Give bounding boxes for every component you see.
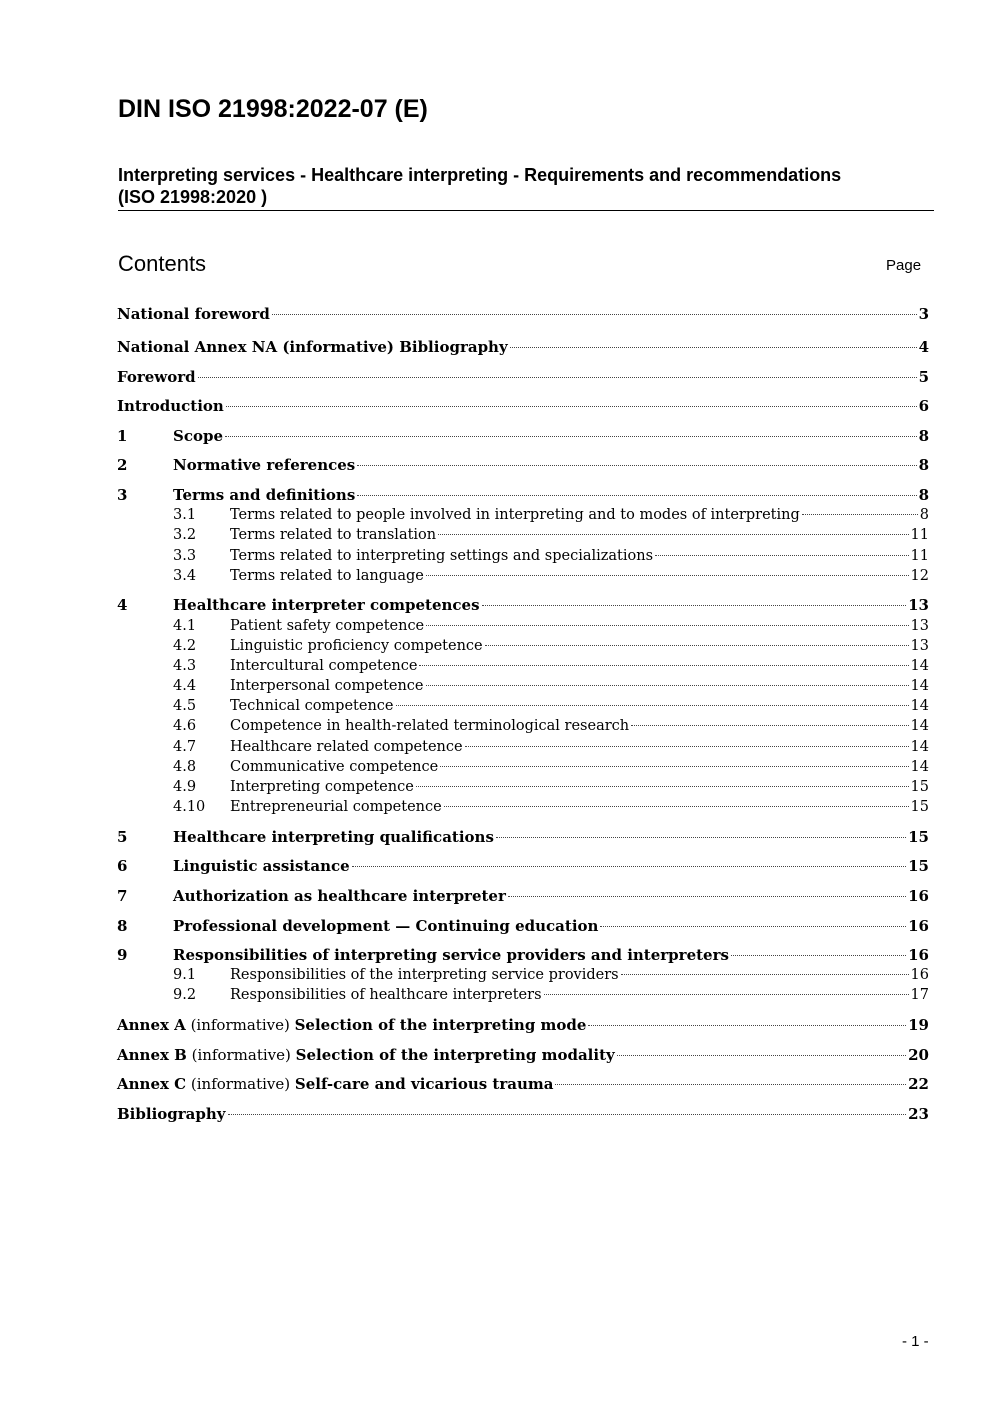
toc-entry-bibliography[interactable] (117, 1104, 929, 1124)
toc-entry-text: Foreword (117, 368, 196, 386)
toc-entry-number: 3.4 (173, 568, 197, 584)
toc-entry-text: Healthcare interpreting qualifications (173, 828, 494, 846)
toc-entry-page: 20 (908, 1046, 929, 1064)
toc-entry-4-7[interactable] (117, 737, 929, 757)
dot-leader (419, 665, 908, 666)
dot-leader (226, 406, 917, 407)
annex-title: Self-care and vicarious trauma (294, 1075, 554, 1093)
annex-prefix: Annex B (117, 1046, 187, 1064)
document-subtitle (118, 164, 933, 208)
toc-entry-page: 14 (910, 739, 929, 755)
toc-entry-text: Intercultural competence (230, 658, 418, 674)
toc-entry-number: 4 (117, 596, 128, 614)
toc-entry-number: 7 (117, 887, 128, 905)
dot-leader (588, 1025, 906, 1026)
toc-entry-8-professional-development[interactable] (117, 916, 929, 936)
dot-leader (617, 1055, 906, 1056)
dot-leader (621, 974, 909, 975)
toc-entry-4-3[interactable] (117, 656, 929, 676)
toc-entry-text: Terms and definitions (173, 486, 356, 504)
annex-title: Selection of the interpreting modality (295, 1046, 615, 1064)
dot-leader (802, 514, 918, 515)
dot-leader (655, 555, 909, 556)
toc-entry-number: 2 (117, 456, 128, 474)
toc-entry-3-2[interactable] (117, 525, 929, 545)
toc-entry-annex-a[interactable] (117, 1015, 929, 1035)
dot-leader (510, 347, 917, 348)
dot-leader (444, 806, 909, 807)
toc-entry-page: 16 (908, 946, 929, 964)
footer-page-number: - 1 - (902, 1333, 929, 1350)
toc-entry-national-foreword[interactable] (117, 304, 929, 324)
annex-annotation: (informative) (186, 1046, 296, 1064)
toc-entry-4-9[interactable] (117, 777, 929, 797)
toc-entry-number: 5 (117, 828, 128, 846)
title-divider (118, 210, 934, 211)
toc-entry-page: 14 (910, 678, 929, 694)
toc-entry-page: 6 (918, 397, 929, 415)
dot-leader (544, 994, 909, 995)
toc-entry-text: Responsibilities of healthcare interpreters (230, 987, 542, 1003)
toc-entry-page: 8 (918, 456, 929, 474)
toc-entry-number: 3.3 (173, 548, 197, 564)
toc-entry-number: 4.3 (173, 658, 197, 674)
toc-entry-page: 23 (908, 1105, 929, 1123)
toc-entry-2-normative-references[interactable] (117, 455, 929, 475)
toc-entry-page: 17 (910, 987, 929, 1003)
toc-entry-text: Scope (173, 427, 224, 445)
toc-entry-1-scope[interactable] (117, 426, 929, 446)
toc-entry-4-healthcare-interpreter-competences[interactable] (117, 595, 929, 615)
toc-entry-number: 4.8 (173, 759, 197, 775)
document-title: DIN ISO 21998:2022-07 (E) (118, 95, 428, 123)
toc-entry-page: 16 (910, 967, 929, 983)
annex-annotation: (informative) (185, 1016, 295, 1034)
toc-entry-page: 19 (908, 1016, 929, 1034)
toc-entry-number: 4.5 (173, 698, 197, 714)
toc-entry-page: 15 (910, 799, 929, 815)
toc-entry-page: 8 (919, 507, 929, 523)
toc-entry-number: 3.2 (173, 527, 197, 543)
toc-entry-4-2[interactable] (117, 636, 929, 656)
toc-entry-text: Interpreting competence (230, 779, 414, 795)
toc-entry-3-3[interactable] (117, 546, 929, 566)
toc-entry-text: Competence in health-related terminological research (230, 718, 630, 734)
toc-entry-number: 3 (117, 486, 128, 504)
toc-entry-text: Terms related to translation (230, 527, 437, 543)
annex-prefix: Annex A (117, 1016, 186, 1034)
toc-entry-page: 11 (910, 548, 929, 564)
page-column-label: Page (886, 257, 922, 274)
toc-entry-text: Healthcare interpreter competences (173, 596, 480, 614)
toc-entry-number: 4.7 (173, 739, 197, 755)
toc-entry-page: 16 (908, 887, 929, 905)
toc-entry-page: 14 (910, 658, 929, 674)
toc-entry-3-1[interactable] (117, 505, 929, 525)
toc-entry-4-1[interactable] (117, 616, 929, 636)
toc-entry-text: Linguistic proficiency competence (230, 638, 483, 654)
dot-leader (731, 955, 906, 956)
toc-entry-annex-c[interactable] (117, 1074, 929, 1094)
toc-entry-page: 13 (908, 596, 929, 614)
toc-entry-text: Healthcare related competence (230, 739, 463, 755)
dot-leader (272, 314, 917, 315)
annex-annotation: (informative) (186, 1075, 295, 1093)
toc-entry-text: Introduction (117, 397, 224, 415)
toc-entry-text: Terms related to interpreting settings and specializations (230, 548, 654, 564)
dot-leader (465, 746, 909, 747)
toc-entry-page: 5 (918, 368, 929, 386)
contents-heading: Contents (118, 251, 207, 276)
dot-leader (426, 685, 909, 686)
toc-entry-text (117, 1045, 615, 1065)
toc-entry-number: 3.1 (173, 507, 197, 523)
subtitle-line-1: Interpreting services - Healthcare interpreting - Requirements and recommendations (118, 165, 842, 185)
toc-entry-number: 4.4 (173, 678, 197, 694)
toc-entry-page: 8 (918, 427, 929, 445)
toc-entry-text (117, 1015, 586, 1035)
toc-entry-number: 9.2 (173, 987, 197, 1003)
dot-leader (357, 495, 916, 496)
toc-entry-text: Entrepreneurial competence (230, 799, 442, 815)
toc-entry-number: 4.6 (173, 718, 197, 734)
toc-entry-number: 4.10 (173, 799, 206, 815)
toc-entry-national-annex-na[interactable] (117, 337, 929, 357)
toc-entry-9-2[interactable] (117, 985, 929, 1005)
toc-entry-text: Terms related to people involved in interpreting and to modes of interpreting (230, 507, 800, 523)
toc-entry-page: 22 (908, 1075, 929, 1093)
toc-entry-page: 14 (910, 759, 929, 775)
toc-entry-text: Patient safety competence (230, 618, 425, 634)
toc-entry-page: 15 (910, 779, 929, 795)
toc-entry-text: National Annex NA (informative) Bibliography (117, 338, 508, 356)
toc-entry-4-8[interactable] (117, 757, 929, 777)
toc-entry-number: 4.1 (173, 618, 197, 634)
toc-entry-text: Terms related to language (230, 568, 424, 584)
toc-entry-number: 4.9 (173, 779, 197, 795)
toc-entry-text: Communicative competence (230, 759, 439, 775)
dot-leader (496, 837, 906, 838)
toc-entry-page: 15 (908, 857, 929, 875)
toc-entry-page: 4 (918, 338, 929, 356)
toc-entry-annex-b[interactable] (117, 1045, 929, 1065)
toc-entry-page: 11 (910, 527, 929, 543)
dot-leader (485, 645, 909, 646)
toc-entry-number: 9.1 (173, 967, 197, 983)
dot-leader (631, 725, 908, 726)
dot-leader (396, 705, 909, 706)
toc-entry-text: Authorization as healthcare interpreter (173, 887, 506, 905)
toc-entry-foreword[interactable] (117, 367, 929, 387)
toc-entry-page: 13 (910, 618, 929, 634)
toc-entry-9-responsibilities[interactable] (117, 945, 929, 965)
toc-entry-6-linguistic-assistance[interactable] (117, 856, 929, 876)
dot-leader (352, 866, 906, 867)
toc-entry-text: Technical competence (230, 698, 394, 714)
toc-entry-page: 14 (910, 698, 929, 714)
toc-entry-text (117, 1074, 553, 1094)
toc-entry-9-1[interactable] (117, 965, 929, 985)
dot-leader (225, 436, 917, 437)
toc-entry-page: 3 (918, 305, 929, 323)
dot-leader (198, 377, 917, 378)
toc-entry-text: Bibliography (117, 1105, 226, 1123)
toc-entry-number: 1 (117, 427, 128, 445)
toc-entry-3-terms-and-definitions[interactable] (117, 485, 929, 505)
toc-entry-text: Responsibilities of the interpreting service providers (230, 967, 619, 983)
toc-entry-4-4[interactable] (117, 676, 929, 696)
dot-leader (555, 1084, 906, 1085)
toc-entry-text: National foreword (117, 305, 270, 323)
toc-entry-text: Professional development — Continuing education (173, 917, 599, 935)
dot-leader (440, 766, 908, 767)
toc-entry-5-healthcare-interpreting-qualifications[interactable] (117, 827, 929, 847)
toc-entry-page: 16 (908, 917, 929, 935)
toc-entry-3-4[interactable] (117, 566, 929, 586)
dot-leader (438, 534, 908, 535)
toc-entry-page: 14 (910, 718, 929, 734)
toc-entry-page: 12 (910, 568, 929, 584)
toc-entry-introduction[interactable] (117, 396, 929, 416)
toc-entry-page: 13 (910, 638, 929, 654)
toc-entry-number: 6 (117, 857, 128, 875)
dot-leader (416, 786, 909, 787)
dot-leader (357, 465, 916, 466)
toc-entry-4-6[interactable] (117, 716, 929, 736)
toc-entry-text: Interpersonal competence (230, 678, 424, 694)
toc-entry-page: 8 (918, 486, 929, 504)
toc-entry-number: 4.2 (173, 638, 197, 654)
dot-leader (426, 625, 908, 626)
toc-entry-text: Linguistic assistance (173, 857, 350, 875)
toc-entry-text: Normative references (173, 456, 356, 474)
dot-leader (426, 575, 909, 576)
toc-entry-4-10[interactable] (117, 797, 929, 817)
toc-entry-number: 9 (117, 946, 128, 964)
dot-leader (508, 896, 906, 897)
dot-leader (482, 605, 907, 606)
toc-entry-7-authorization[interactable] (117, 886, 929, 906)
toc-entry-number: 8 (117, 917, 128, 935)
toc-entry-text: Responsibilities of interpreting service providers and interpreters (173, 946, 729, 964)
toc-entry-page: 15 (908, 828, 929, 846)
annex-title: Selection of the interpreting mode (294, 1016, 587, 1034)
dot-leader (600, 926, 906, 927)
toc-entry-4-5[interactable] (117, 696, 929, 716)
subtitle-line-2: (ISO 21998:2020 ) (118, 187, 268, 207)
annex-prefix: Annex C (117, 1075, 187, 1093)
dot-leader (228, 1114, 907, 1115)
